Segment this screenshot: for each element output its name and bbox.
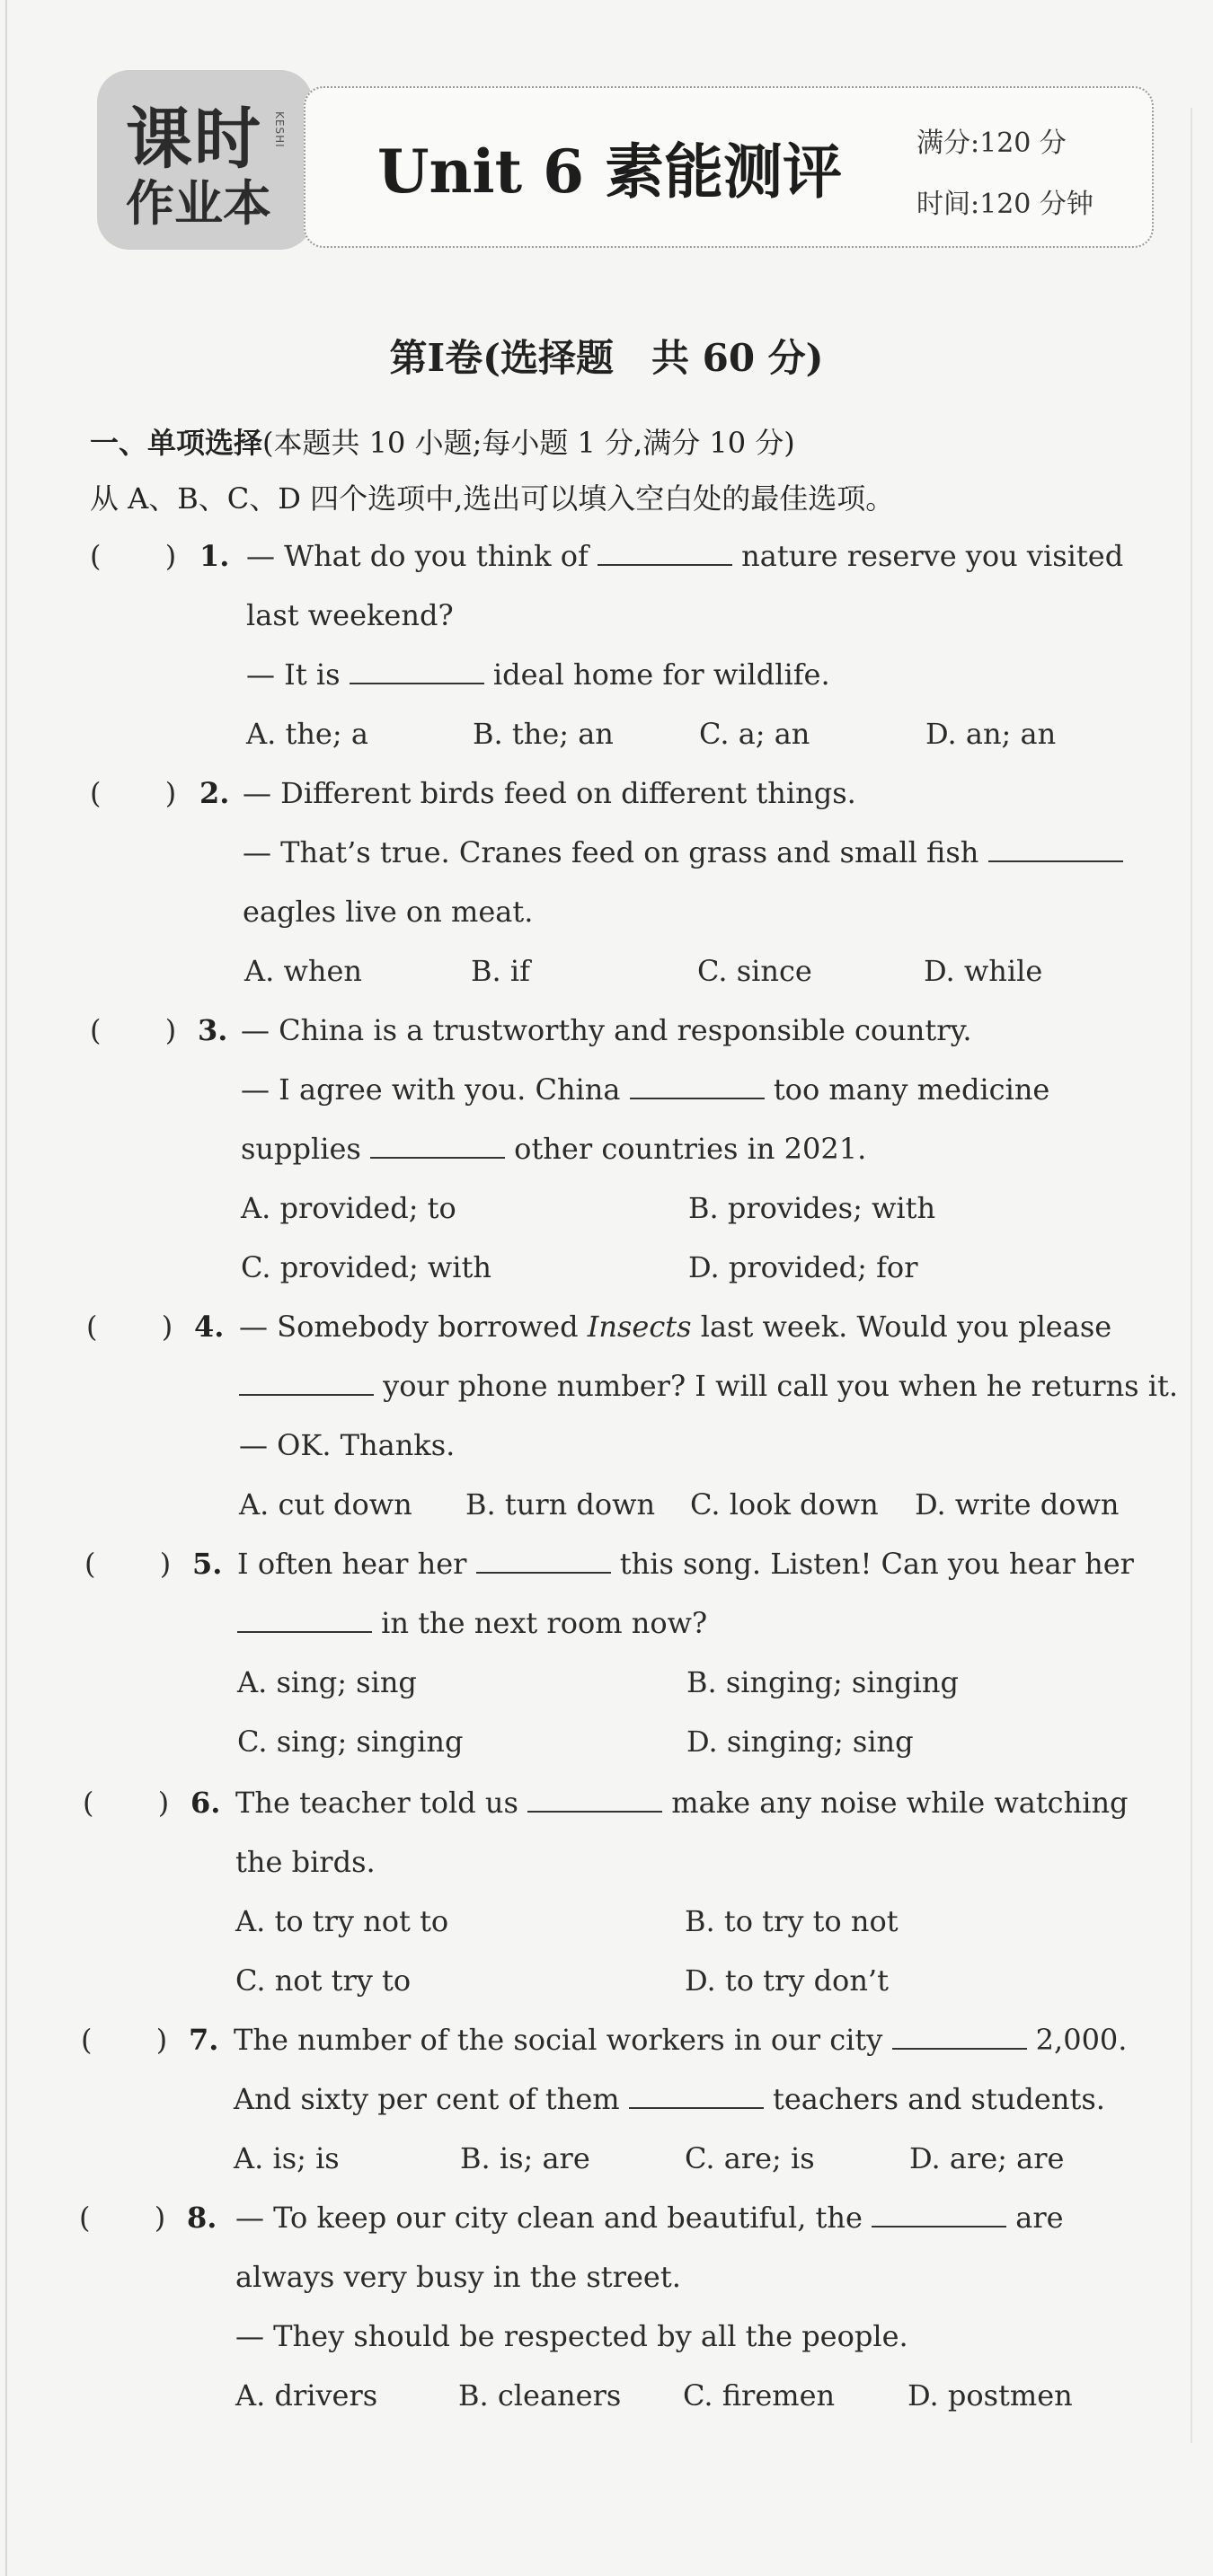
logo-subtext: KESHI <box>273 111 286 148</box>
option-a[interactable]: A. cut down <box>239 1487 412 1522</box>
answer-bracket[interactable]: ( ) <box>90 776 177 810</box>
answer-bracket[interactable]: ( ) <box>79 2201 166 2235</box>
question-text: last weekend? <box>246 598 454 632</box>
page-edge <box>5 0 7 2576</box>
option-d[interactable]: D. postmen <box>908 2378 1073 2413</box>
answer-bracket[interactable]: ( ) <box>86 1310 173 1344</box>
full-score: 满分:120 分 <box>916 128 1067 159</box>
question-text: The number of the social workers in our city 2,000. <box>234 2023 1128 2057</box>
answer-bracket[interactable]: ( ) <box>84 1547 172 1581</box>
option-b[interactable]: B. turn down <box>465 1487 656 1522</box>
question-text: supplies other countries in 2021. <box>241 1132 867 1166</box>
option-c[interactable]: C. firemen <box>683 2378 836 2413</box>
question-text: your phone number? I will call you when he returns it. <box>239 1369 1178 1403</box>
logo-text-line2: 作业本 <box>126 175 271 232</box>
option-a[interactable]: A. to try not to <box>235 1904 449 1938</box>
option-c[interactable]: C. a; an <box>699 717 810 751</box>
question-number: 5. <box>192 1547 223 1581</box>
option-a[interactable]: A. the; a <box>246 717 368 751</box>
part-heading-label: 一、单项选择 <box>90 426 263 460</box>
answer-blank[interactable] <box>629 2082 764 2109</box>
option-c[interactable]: C. are; is <box>685 2141 815 2175</box>
question-text: — I agree with you. China too many medicine <box>241 1072 1050 1107</box>
logo-text-line1: 课时 <box>126 101 262 178</box>
part-instruction: 从 A、B、C、D 四个选项中,选出可以填入空白处的最佳选项。 <box>90 481 895 516</box>
answer-blank[interactable] <box>598 539 732 566</box>
question-text: — To keep our city clean and beautiful, the are <box>235 2201 1064 2235</box>
question-number: 4. <box>194 1310 225 1344</box>
question-number: 8. <box>187 2201 217 2235</box>
question-number: 2. <box>199 776 230 810</box>
answer-blank[interactable] <box>892 2023 1027 2050</box>
option-d[interactable]: D. provided; for <box>688 1250 918 1284</box>
question-number: 7. <box>189 2023 219 2057</box>
question-number: 3. <box>198 1013 228 1047</box>
option-d[interactable]: D. an; an <box>925 717 1057 751</box>
option-a[interactable]: A. drivers <box>235 2378 378 2413</box>
option-d[interactable]: D. to try don’t <box>685 1963 889 1998</box>
part-heading <box>90 420 795 462</box>
answer-bracket[interactable]: ( ) <box>83 1786 170 1820</box>
answer-blank[interactable] <box>239 1369 374 1396</box>
option-c[interactable]: C. sing; singing <box>237 1725 464 1759</box>
question-number: 6. <box>190 1786 221 1820</box>
answer-blank[interactable] <box>370 1132 505 1159</box>
option-c[interactable]: C. provided; with <box>241 1250 491 1284</box>
option-d[interactable]: D. while <box>924 954 1043 988</box>
option-a[interactable]: A. when <box>244 954 362 988</box>
question-text: — Somebody borrowed Insects last week. Would you please <box>239 1310 1112 1344</box>
part-heading-note: (本题共 10 小题;每小题 1 分,满分 10 分) <box>262 426 795 460</box>
time-limit: 时间:120 分钟 <box>916 189 1093 220</box>
answer-blank[interactable] <box>350 657 484 684</box>
page-fold-line <box>1191 108 1192 2443</box>
title-box <box>304 86 1154 248</box>
answer-blank[interactable] <box>630 1072 765 1099</box>
answer-blank[interactable] <box>527 1786 662 1813</box>
option-b[interactable]: B. singing; singing <box>686 1665 959 1699</box>
option-d[interactable]: D. write down <box>915 1487 1120 1522</box>
page-title: Unit 6 素能测评 <box>377 137 842 207</box>
answer-blank[interactable] <box>872 2201 1006 2228</box>
answer-bracket[interactable]: ( ) <box>81 2023 168 2057</box>
question-text: the birds. <box>235 1845 376 1879</box>
option-a[interactable]: A. is; is <box>234 2141 340 2175</box>
option-d[interactable]: D. singing; sing <box>686 1725 914 1759</box>
answer-bracket[interactable]: ( ) <box>90 539 177 573</box>
answer-bracket[interactable]: ( ) <box>90 1013 177 1047</box>
answer-blank[interactable] <box>237 1606 372 1633</box>
question-text: — China is a trustworthy and responsible country. <box>241 1013 972 1047</box>
answer-blank[interactable] <box>988 835 1123 862</box>
option-c[interactable]: C. look down <box>690 1487 879 1522</box>
question-text: — They should be respected by all the people. <box>235 2319 908 2353</box>
option-b[interactable]: B. to try to not <box>685 1904 899 1938</box>
question-text: — OK. Thanks. <box>239 1428 456 1462</box>
book-title: Insects <box>587 1310 692 1344</box>
option-b[interactable]: B. cleaners <box>458 2378 622 2413</box>
option-b[interactable]: B. the; an <box>473 717 614 751</box>
answer-blank[interactable] <box>476 1547 611 1574</box>
question-text: — Different birds feed on different things. <box>243 776 856 810</box>
option-c[interactable]: C. not try to <box>235 1963 412 1998</box>
question-text: in the next room now? <box>237 1606 707 1640</box>
question-text: always very busy in the street. <box>235 2260 681 2294</box>
question-text: And sixty per cent of them teachers and students. <box>234 2082 1105 2116</box>
section-title: 第Ⅰ卷(选择题 共 60 分) <box>389 336 824 380</box>
option-b[interactable]: B. if <box>471 954 530 988</box>
logo <box>97 70 313 250</box>
question-text: eagles live on meat. <box>243 895 534 929</box>
question-text: — That’s true. Cranes feed on grass and small fish <box>243 835 1123 869</box>
question-text: The teacher told us make any noise while watching <box>235 1786 1129 1820</box>
option-a[interactable]: A. provided; to <box>241 1191 456 1225</box>
option-c[interactable]: C. since <box>697 954 812 988</box>
option-a[interactable]: A. sing; sing <box>237 1665 417 1699</box>
question-text: — It is ideal home for wildlife. <box>246 657 830 692</box>
question-text: I often hear her this song. Listen! Can you hear her <box>237 1547 1134 1581</box>
question-number: 1. <box>199 539 230 573</box>
question-text: — What do you think of nature reserve you visited <box>246 539 1124 573</box>
option-b[interactable]: B. is; are <box>460 2141 590 2175</box>
option-b[interactable]: B. provides; with <box>688 1191 936 1225</box>
option-d[interactable]: D. are; are <box>909 2141 1065 2175</box>
